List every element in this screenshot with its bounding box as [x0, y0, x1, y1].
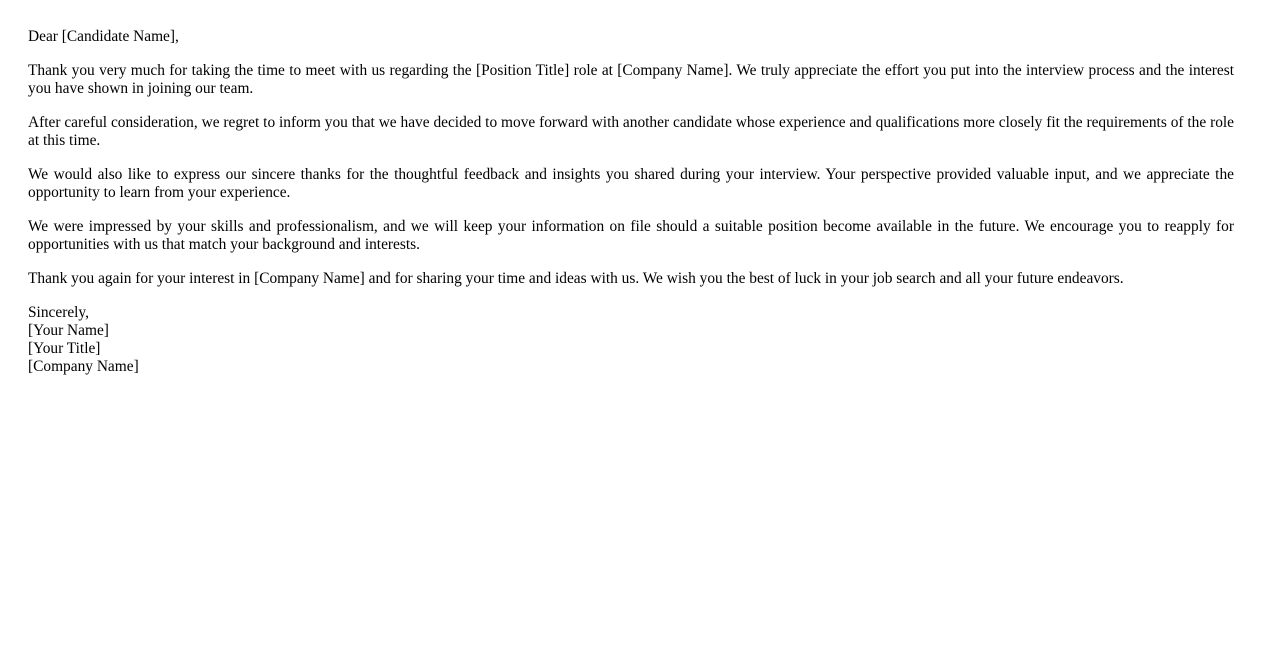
letter-closing: Sincerely,: [28, 304, 89, 321]
letter-signature-block: [28, 304, 1234, 376]
letter-paragraph: We were impressed by your skills and professionalism, and we will keep your information on file should a suitable position become available in the future. We encourage you to reapply for opportunities with us that match your background and interests.: [28, 218, 1234, 253]
signer-company: [Company Name]: [28, 358, 139, 375]
signer-title: [Your Title]: [28, 340, 101, 357]
letter-paragraph: Thank you again for your interest in [Company Name] and for sharing your time and ideas with us. We wish you the best of luck in your job search and all your future endeavors.: [28, 270, 1124, 287]
letter-body: [28, 28, 1234, 376]
letter-greeting: Dear [Candidate Name],: [28, 28, 179, 45]
letter-paragraph: After careful consideration, we regret to inform you that we have decided to move forward with another candidate whose experience and qualifications more closely fit the requirements of the role at this time.: [28, 114, 1234, 149]
signer-name: [Your Name]: [28, 322, 109, 339]
letter-paragraph: We would also like to express our sincere thanks for the thoughtful feedback and insights you shared during your interview. Your perspective provided valuable input, and we appreciate the opportunity to learn from your experience.: [28, 166, 1234, 201]
letter-paragraph: Thank you very much for taking the time to meet with us regarding the [Position Title] role at [Company Name]. We truly appreciate the effort you put into the interview process and the interest you have shown in joining our team.: [28, 62, 1234, 97]
